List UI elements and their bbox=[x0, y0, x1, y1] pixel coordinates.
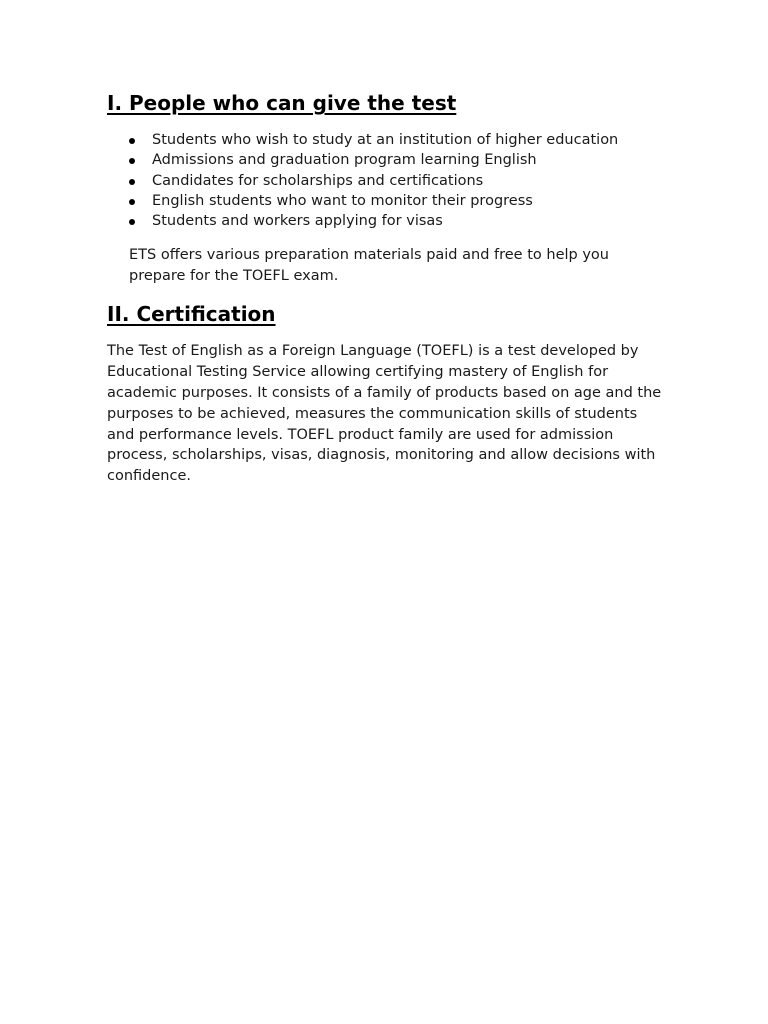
certification-paragraph: The Test of English as a Foreign Language (TOEFL) is a test developed by Educational Testing Service allowing certifying mastery of English for academic purposes. It consists of a family of products based on age and the purposes to be achieved, measures the communication skills of students and performance levels. TOEFL product family are used for admission process, scholarships, visas, diagnosis, monitoring and allow decisions with confidence. bbox=[107, 343, 662, 485]
list-item bbox=[107, 130, 667, 150]
bullet-list bbox=[107, 130, 667, 231]
list-item bbox=[107, 211, 667, 231]
list-item-text: Candidates for scholarships and certifications bbox=[152, 172, 484, 189]
bullet-icon bbox=[129, 158, 135, 164]
list-item-text: Students who wish to study at an institution of higher education bbox=[152, 132, 619, 148]
document-content bbox=[107, 88, 667, 487]
section-heading-certification: II. Certification bbox=[107, 302, 276, 327]
bullet-icon bbox=[129, 219, 135, 225]
list-item bbox=[107, 191, 667, 211]
bullet-icon bbox=[129, 199, 135, 205]
list-item bbox=[107, 150, 667, 170]
preparation-note: ETS offers various preparation materials paid and free to help you prepare for the TOEFL exam. bbox=[129, 247, 609, 285]
list-item-text: Admissions and graduation program learning English bbox=[152, 152, 537, 169]
certification-section bbox=[107, 299, 667, 487]
list-item-text: English students who want to monitor their progress bbox=[152, 192, 533, 209]
bullet-icon bbox=[129, 138, 135, 144]
list-item bbox=[107, 171, 667, 191]
section-heading-people: I. People who can give the test bbox=[107, 91, 457, 115]
list-item-text: Students and workers applying for visas bbox=[152, 213, 443, 230]
bullet-icon bbox=[129, 179, 135, 185]
